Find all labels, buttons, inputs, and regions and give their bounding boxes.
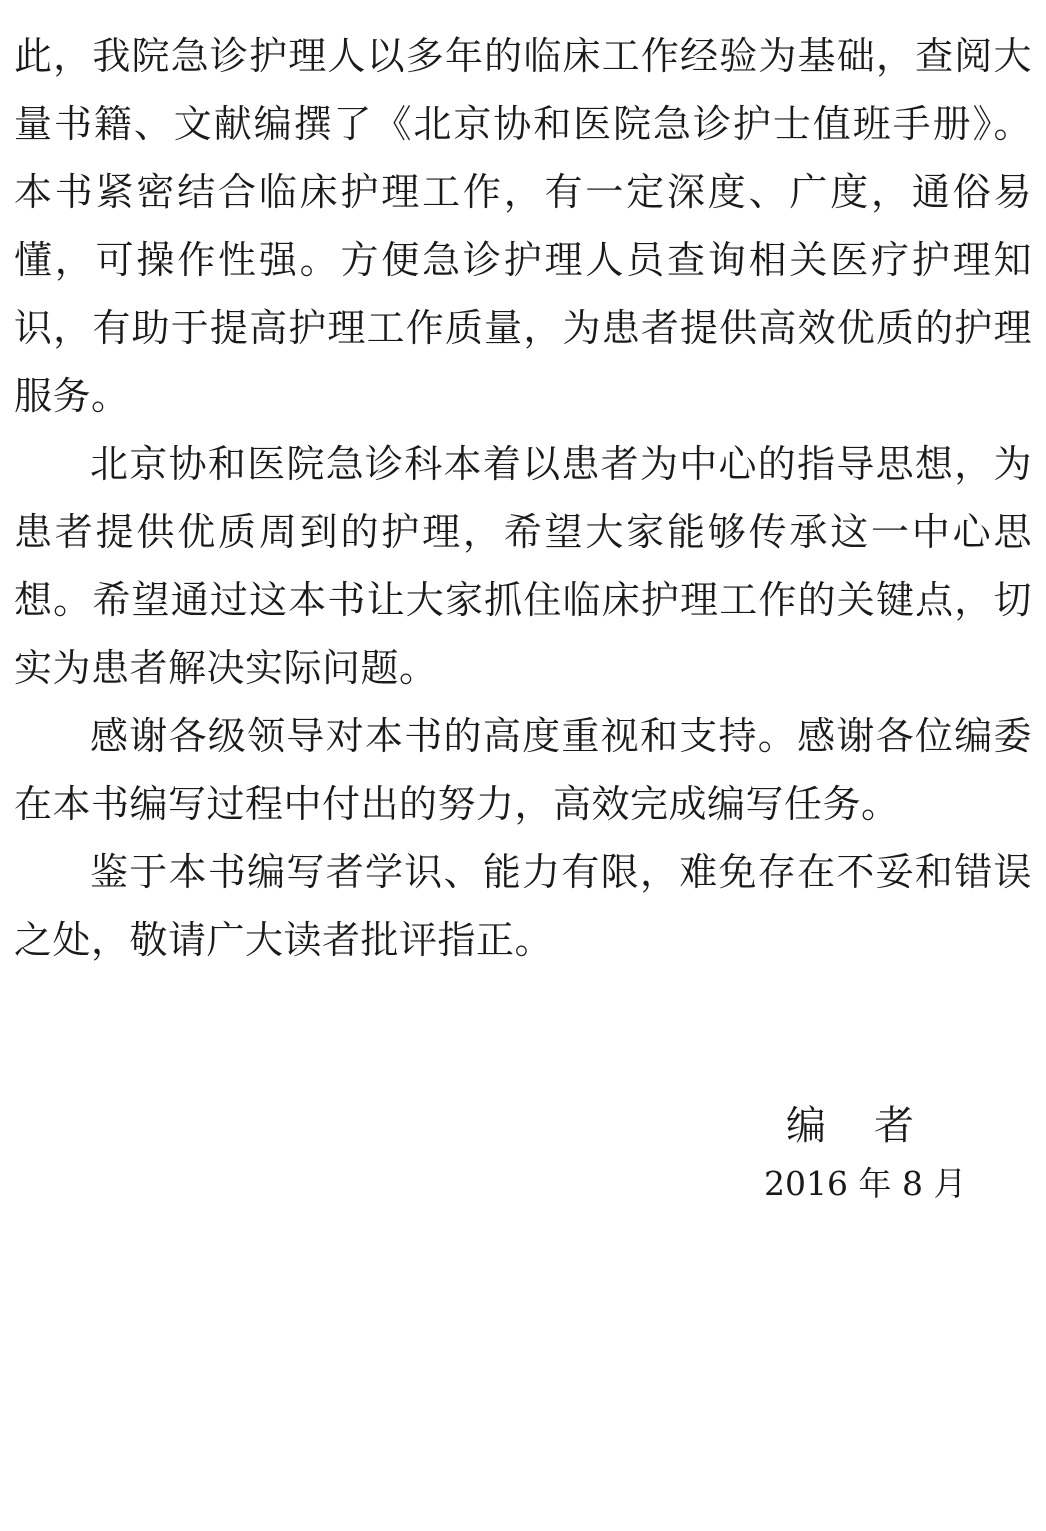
paragraph-continued: 此，我院急诊护理人以多年的临床工作经验为基础，查阅大量书籍、文献编撰了《北京协和医院急诊护士值班手册》。本书紧密结合临床护理工作，有一定深度、广度，通俗易懂，可操作性强。方便急诊护理人员查询相关医疗护理知识，有助于提高护理工作质量，为患者提供高效优质的护理服务。 xyxy=(14,34,1032,418)
preface-body xyxy=(14,22,1032,974)
signature-editors: 编者 xyxy=(786,1103,962,1149)
paragraph-disclaimer: 鉴于本书编写者学识、能力有限，难免存在不妥和错误之处，敬请广大读者批评指正。 xyxy=(14,850,1032,962)
paragraph-acknowledgements: 感谢各级领导对本书的高度重视和支持。感谢各位编委在本书编写过程中付出的努力，高效完成编写任务。 xyxy=(14,714,1032,826)
signature-date: 2016 年 8 月 xyxy=(764,1164,967,1203)
paragraph-guiding-idea: 北京协和医院急诊科本着以患者为中心的指导思想，为患者提供优质周到的护理，希望大家能够传承这一中心思想。希望通过这本书让大家抓住临床护理工作的关键点，切实为患者解决实际问题。 xyxy=(14,442,1032,690)
